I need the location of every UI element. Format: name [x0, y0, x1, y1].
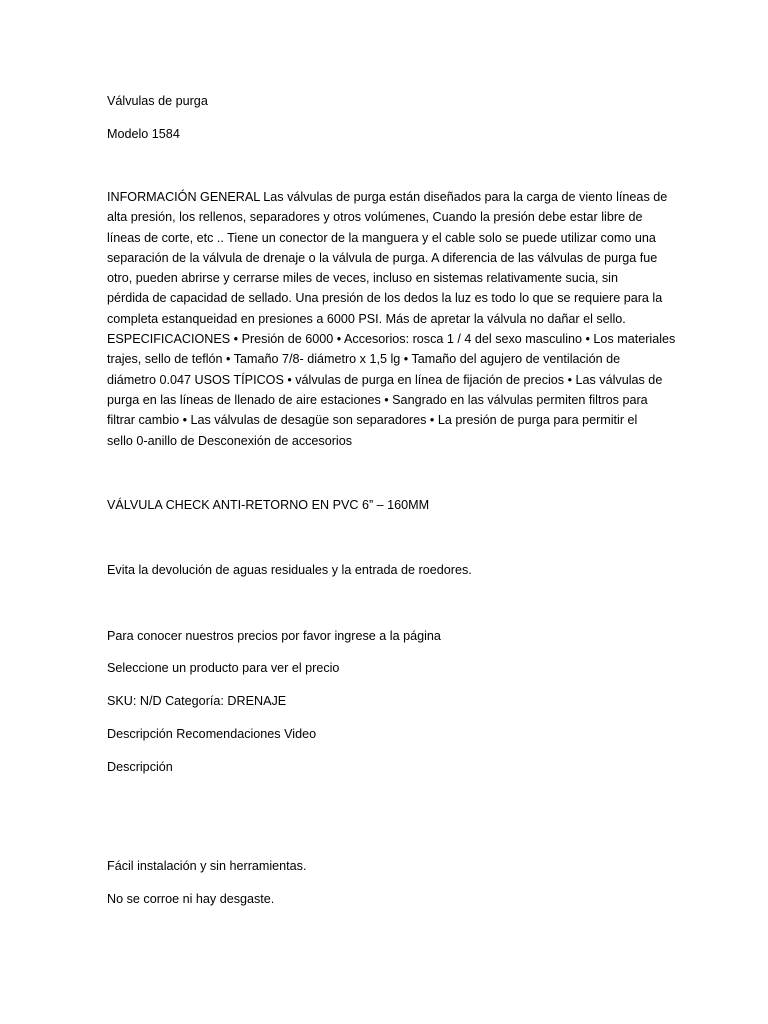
check-valve-title: VÁLVULA CHECK ANTI-RETORNO EN PVC 6” – 160MM: [107, 498, 430, 512]
check-valve-description: Evita la devolución de aguas residuales y la entrada de roedores.: [107, 563, 472, 577]
paragraph-line: INFORMACIÓN GENERAL Las válvulas de purga están diseñados para la carga de viento líneas de: [107, 190, 668, 204]
paragraph-line: ESPECIFICACIONES • Presión de 6000 • Accesorios: rosca 1 / 4 del sexo masculino • Los materiales: [107, 332, 676, 347]
paragraph-line: alta presión, los rellenos, separadores y otros volúmenes, Cuando la presión debe estar libre de: [107, 210, 643, 225]
paragraph-line: líneas de corte, etc .. Tiene un conector de la manguera y el cable solo se puede utilizar como una: [107, 230, 656, 245]
paragraph-line: filtrar cambio • Las válvulas de desagüe son separadores • La presión de purga para permitir el: [107, 413, 638, 428]
description-heading: Descripción: [107, 760, 173, 774]
paragraph-line: purga en las líneas de llenado de aire estaciones • Sangrado en las válvulas permiten filtros para: [107, 392, 648, 407]
paragraph-line: pérdida de capacidad de sellado. Una presión de los dedos la luz es todo lo que se requiere para la: [107, 291, 663, 306]
general-info-paragraph: [107, 187, 676, 451]
paragraph-line: otro, pueden abrirse y cerrarse miles de veces, incluso en sistemas relativamente sucia, sin: [107, 271, 618, 286]
prices-note: Para conocer nuestros precios por favor ingrese a la página: [107, 629, 441, 643]
paragraph-line: separación de la válvula de drenaje o la válvula de purga. A diferencia de las válvulas de purga fue: [107, 250, 658, 265]
paragraph-line: diámetro 0.047 USOS TÍPICOS • válvulas de purga en línea de fijación de precios • Las válvulas de: [107, 372, 663, 387]
sku-category-line: SKU: N/D Categoría: DRENAJE: [107, 694, 287, 708]
paragraph-line: trajes, sello de teflón • Tamaño 7/8- diámetro x 1,5 lg • Tamaño del agujero de ventilación de: [107, 352, 621, 367]
document-title: Válvulas de purga: [107, 94, 208, 108]
feature-easy-install: Fácil instalación y sin herramientas.: [107, 859, 307, 873]
tabs-line: Descripción Recomendaciones Video: [107, 727, 317, 741]
model-line: Modelo 1584: [107, 127, 180, 141]
feature-no-corrosion: No se corroe ni hay desgaste.: [107, 892, 275, 906]
paragraph-line: sello 0-anillo de Desconexión de accesorios: [107, 433, 353, 448]
select-product-note: Seleccione un producto para ver el precio: [107, 661, 340, 675]
paragraph-line: completa estanqueidad en presiones a 6000 PSI. Más de apretar la válvula no dañar el sello.: [107, 311, 626, 326]
